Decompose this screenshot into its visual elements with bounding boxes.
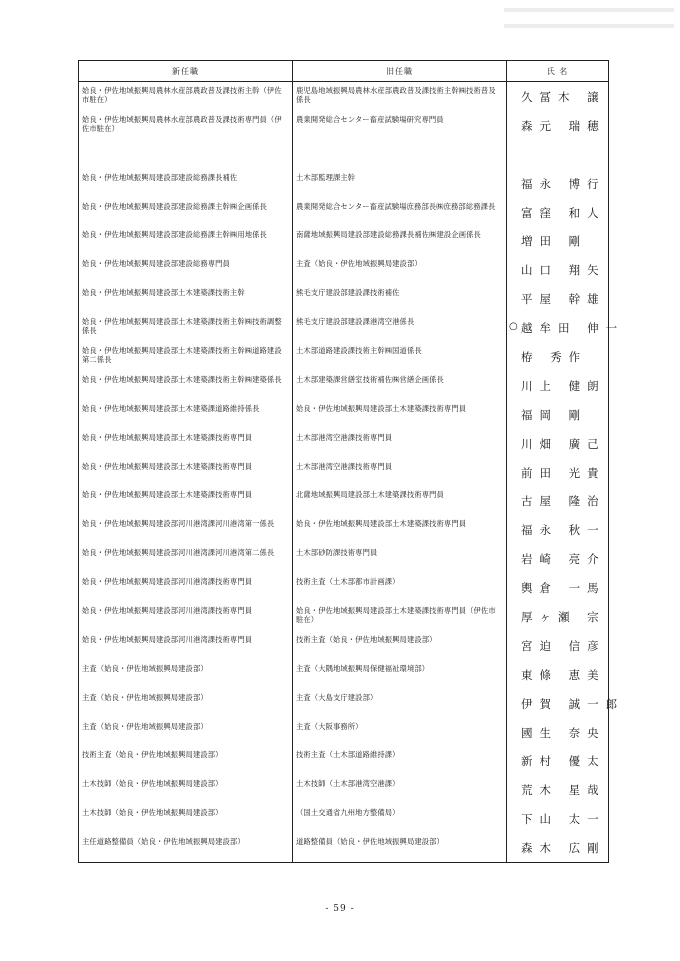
new-post-text: 主査（姶良・伊佐地域振興局建設部）: [82, 663, 208, 673]
name-cell: [507, 804, 609, 833]
old-post-text: 土木技師（土木部港湾空港課）: [296, 779, 400, 789]
table-row: [79, 689, 609, 718]
old-post-text: 技術主査（姶良・伊佐地域振興局建設部）: [296, 634, 437, 644]
new-post-text: 姶良・伊佐地域振興局建設部土木建築課技術主幹: [82, 288, 245, 298]
old-post-text: （国土交通省九州地方整備局）: [296, 808, 400, 818]
new-post-cell: [79, 284, 293, 313]
person-name: 富窪 和人: [521, 205, 606, 220]
new-post-cell: [79, 140, 293, 169]
new-post-cell: [79, 486, 293, 515]
old-post-text: 土木部監理課主幹: [296, 172, 356, 182]
new-post-cell: [79, 371, 293, 400]
new-post-text: 姶良・伊佐地域振興局建設部土木建築課技術専門員: [82, 432, 253, 442]
old-post-cell: [293, 544, 507, 573]
new-post-cell: [79, 169, 293, 198]
new-post-text: 姶良・伊佐地域振興局建設部建設総務課主幹㈱企画係長: [82, 201, 267, 211]
old-post-cell: [293, 775, 507, 804]
name-cell: [507, 371, 609, 400]
name-cell: [507, 775, 609, 804]
name-cell: [507, 313, 625, 342]
header-new-post: 新任職: [79, 61, 293, 82]
new-post-cell: [79, 198, 293, 227]
table-row: [79, 804, 609, 833]
table-row: [79, 486, 609, 515]
old-post-text: 北薩地域振興局建設部土木建築課技術専門員: [296, 490, 444, 500]
new-post-text: 技術主査（姶良・伊佐地域振興局建設部）: [82, 750, 223, 760]
name-cell: [507, 660, 609, 689]
new-post-text: 姶良・伊佐地域振興局建設部土木建築課技術専門員: [82, 490, 253, 500]
new-post-text: 姶良・伊佐地域振興局建設部土木建築課技術主幹㈱道路建設第二係長: [82, 346, 282, 365]
old-post-cell: [293, 429, 507, 458]
name-cell: [507, 631, 609, 660]
name-cell: [507, 689, 625, 718]
old-post-text: 土木部港湾空港課技術専門員: [296, 461, 393, 471]
table-row: [79, 515, 609, 544]
old-post-cell: [293, 255, 507, 284]
new-post-text: 土木技師（姶良・伊佐地域振興局建設部）: [82, 808, 223, 818]
name-cell: [507, 544, 609, 573]
old-post-cell: [293, 746, 507, 775]
old-post-cell: [293, 718, 507, 747]
person-name: 荒木 星哉: [521, 783, 606, 798]
circle-mark: ○: [509, 321, 518, 333]
new-post-cell: [79, 718, 293, 747]
old-post-cell: [293, 631, 507, 660]
old-post-cell: [293, 371, 507, 400]
person-name: 新村 優太: [521, 754, 606, 769]
new-post-cell: [79, 342, 293, 371]
header-name: 氏 名: [507, 61, 609, 82]
new-post-cell: [79, 689, 293, 718]
new-post-text: 姶良・伊佐地域振興局建設部河川港湾課技術専門員: [82, 606, 253, 616]
new-post-text: 姶良・伊佐地域振興局建設部土木建築課技術主幹㈱建築係長: [82, 374, 282, 384]
table-row: [79, 429, 609, 458]
person-name: 伊賀 誠一郎: [521, 696, 625, 711]
personnel-table: [78, 60, 625, 863]
person-name: 福永 秋一: [521, 523, 606, 538]
name-cell: [507, 573, 609, 602]
old-post-cell: [293, 515, 507, 544]
new-post-text: 姶良・伊佐地域振興局建設部土木建築課道路維持係長: [82, 403, 260, 413]
new-post-cell: [79, 400, 293, 429]
name-cell: [507, 226, 609, 255]
old-post-text: 南薩地域振興局建設部建設総務課長補佐㈱建設企画係長: [296, 230, 481, 240]
bleed-through-mark: [504, 8, 674, 12]
table-row: [79, 82, 609, 111]
table-row: [79, 718, 609, 747]
table-row: [79, 660, 609, 689]
name-cell: [507, 342, 609, 371]
old-post-cell: [293, 458, 507, 487]
person-name: 川畑 廣己: [521, 436, 606, 451]
person-name: 東條 恵美: [521, 667, 606, 682]
new-post-cell: [79, 544, 293, 573]
new-post-text: 姶良・伊佐地域振興局農林水産部農政普及課技術専門員（伊佐市駐在）: [82, 114, 282, 133]
person-name: 山口 翔矢: [521, 263, 606, 278]
old-post-text: 主査（大隅地域振興局保健福祉環境部）: [296, 663, 430, 673]
new-post-cell: [79, 660, 293, 689]
new-post-text: 姶良・伊佐地域振興局建設部建設総務専門員: [82, 259, 230, 269]
new-post-text: 姶良・伊佐地域振興局建設部河川港湾課河川港湾第一係長: [82, 519, 275, 529]
new-post-cell: [79, 631, 293, 660]
header-old-post: 旧任職: [293, 61, 507, 82]
old-post-cell: [293, 400, 507, 429]
old-post-text: 主査（大阪事務所）: [296, 721, 363, 731]
old-post-text: 技術主査（土木部道路維持課）: [296, 750, 400, 760]
old-post-text: 鹿児島地域振興局農林水産部農政普及課技術主幹㈱技術普及係長: [296, 86, 496, 104]
person-name: 福岡 剛: [521, 407, 588, 422]
old-post-text: 姶良・伊佐地域振興局建設部土木建築課技術専門員: [296, 403, 467, 413]
person-name: [507, 140, 608, 147]
new-post-text: 土木技師（姶良・伊佐地域振興局建設部）: [82, 779, 223, 789]
new-post-cell: [79, 226, 293, 255]
old-post-cell: [293, 660, 507, 689]
new-post-text: 姶良・伊佐地域振興局建設部河川港湾課河川港湾第二係長: [82, 548, 275, 558]
table-row: [79, 313, 609, 342]
old-post-cell: [293, 833, 507, 862]
new-post-cell: [79, 429, 293, 458]
old-post-text: 技術主査（土木部都市計画課）: [296, 577, 400, 587]
old-post-text: 熊毛支庁建設部建設課技術補佐: [296, 288, 400, 298]
person-name: 森元 瑞穂: [521, 118, 606, 133]
new-post-text: 姶良・伊佐地域振興局建設部建設総務課長補佐: [82, 172, 238, 182]
name-cell: [507, 486, 609, 515]
table-row: [79, 284, 609, 313]
old-post-text: 土木部建築課営繕室技術補佐㈱営繕企画係長: [296, 374, 444, 384]
old-post-text: 道路整備員（姶良・伊佐地域振興局建設部）: [296, 837, 444, 847]
old-post-text: 土木部道路建設課技術主幹㈱国道係長: [296, 346, 422, 356]
old-post-cell: [293, 804, 507, 833]
person-name: 越牟田 伸一: [521, 321, 625, 336]
old-post-text: 農業開発総合センター畜産試験場研究専門員: [296, 114, 444, 124]
old-post-cell: [293, 573, 507, 602]
table-row: [79, 140, 609, 169]
table-row: [79, 255, 609, 284]
old-post-cell: [293, 226, 507, 255]
old-post-cell: [293, 82, 507, 111]
person-name: 古屋 隆治: [521, 494, 606, 509]
new-post-text: 姶良・伊佐地域振興局建設部土木建築課技術主幹㈱技術調整係長: [82, 317, 282, 336]
name-cell: [507, 833, 609, 862]
new-post-text: 姶良・伊佐地域振興局建設部河川港湾課技術専門員: [82, 577, 253, 587]
table-row: [79, 458, 609, 487]
person-name: 宮迫 信彦: [521, 638, 606, 653]
old-post-text: 主査（姶良・伊佐地域振興局建設部）: [296, 259, 422, 269]
name-cell: [507, 515, 609, 544]
table-row: [79, 342, 609, 371]
table-body: [79, 82, 625, 863]
table-row: [79, 544, 609, 573]
old-post-text: 土木部港湾空港課技術専門員: [296, 432, 393, 442]
new-post-cell: [79, 313, 293, 342]
old-post-cell: [293, 602, 507, 631]
table-row: [79, 573, 609, 602]
new-post-cell: [79, 458, 293, 487]
table-row: [79, 775, 609, 804]
old-post-text: 主査（大島支庁建設部）: [296, 692, 378, 702]
name-cell: [507, 140, 609, 169]
old-post-cell: [293, 486, 507, 515]
name-cell: [507, 111, 609, 140]
person-name: 輿倉 一馬: [521, 581, 606, 596]
person-name: 川上 健朗: [521, 378, 606, 393]
person-name: 前田 光貴: [521, 465, 606, 480]
person-name: 下山 太一: [521, 812, 606, 827]
old-post-text: [293, 140, 506, 144]
person-name: 國生 奈央: [521, 725, 606, 740]
person-name: 厚ヶ瀬 宗: [521, 610, 606, 625]
name-cell: [507, 746, 609, 775]
old-post-text: 熊毛支庁建設部建設課港湾空港係長: [296, 317, 415, 327]
name-cell: [507, 718, 609, 747]
name-cell: [507, 602, 609, 631]
table-row: [79, 371, 609, 400]
new-post-cell: [79, 804, 293, 833]
old-post-cell: [293, 342, 507, 371]
old-post-cell: [293, 689, 507, 718]
page-number: - 59 -: [325, 904, 355, 914]
new-post-cell: [79, 602, 293, 631]
name-cell: [507, 169, 609, 198]
new-post-text: 姶良・伊佐地域振興局農林水産部農政普及課技術主幹（伊佐市駐在）: [82, 86, 282, 104]
table-row: [79, 631, 609, 660]
bleed-through-mark: [504, 24, 674, 28]
new-post-cell: [79, 111, 293, 140]
new-post-cell: [79, 775, 293, 804]
old-post-text: 姶良・伊佐地域振興局建設部土木建築課技術専門員: [296, 519, 467, 529]
table-row: [79, 198, 609, 227]
old-post-cell: [293, 169, 507, 198]
new-post-text: 主任道路整備員（姶良・伊佐地域振興局建設部）: [82, 837, 245, 847]
new-post-cell: [79, 515, 293, 544]
table-row: [79, 833, 609, 862]
new-post-cell: [79, 746, 293, 775]
table-row: [79, 111, 609, 140]
name-cell: [507, 429, 609, 458]
name-cell: [507, 255, 609, 284]
name-cell: [507, 400, 609, 429]
person-name: 福永 博行: [521, 176, 606, 191]
name-cell: [507, 198, 609, 227]
person-name: 久冨木 譲: [521, 90, 606, 104]
new-post-cell: [79, 573, 293, 602]
old-post-text: 姶良・伊佐地域振興局建設部土木建築課技術専門員（伊佐市駐在）: [296, 606, 496, 625]
person-name: 森木 広剛: [521, 841, 606, 856]
new-post-text: [79, 140, 292, 144]
old-post-cell: [293, 313, 507, 342]
person-name: 平屋 幹雄: [521, 292, 606, 307]
new-post-cell: [79, 255, 293, 284]
new-post-cell: [79, 82, 293, 111]
old-post-cell: [293, 140, 507, 169]
old-post-cell: [293, 198, 507, 227]
table-row: [79, 169, 609, 198]
new-post-text: 姶良・伊佐地域振興局建設部建設総務課主幹㈱用地係長: [82, 230, 267, 240]
person-name: 栫 秀作: [521, 350, 588, 365]
table-row: [79, 226, 609, 255]
old-post-text: 農業開発総合センター畜産試験場庶務部長㈱庶務部総務課長: [296, 201, 496, 211]
table-row: [79, 602, 609, 631]
new-post-cell: [79, 833, 293, 862]
table-row: [79, 746, 609, 775]
name-cell: [507, 82, 609, 111]
new-post-text: 主査（姶良・伊佐地域振興局建設部）: [82, 692, 208, 702]
new-post-text: 主査（姶良・伊佐地域振興局建設部）: [82, 721, 208, 731]
name-cell: [507, 458, 609, 487]
new-post-text: 姶良・伊佐地域振興局建設部河川港湾課技術専門員: [82, 634, 253, 644]
old-post-cell: [293, 111, 507, 140]
name-cell: [507, 284, 609, 313]
old-post-cell: [293, 284, 507, 313]
new-post-text: 姶良・伊佐地域振興局建設部土木建築課技術専門員: [82, 461, 253, 471]
person-name: 岩崎 亮介: [521, 552, 606, 567]
table-row: [79, 400, 609, 429]
person-name: 増田 剛: [521, 234, 588, 249]
table-header-row: [79, 61, 609, 82]
old-post-text: 土木部砂防課技術専門員: [296, 548, 378, 558]
